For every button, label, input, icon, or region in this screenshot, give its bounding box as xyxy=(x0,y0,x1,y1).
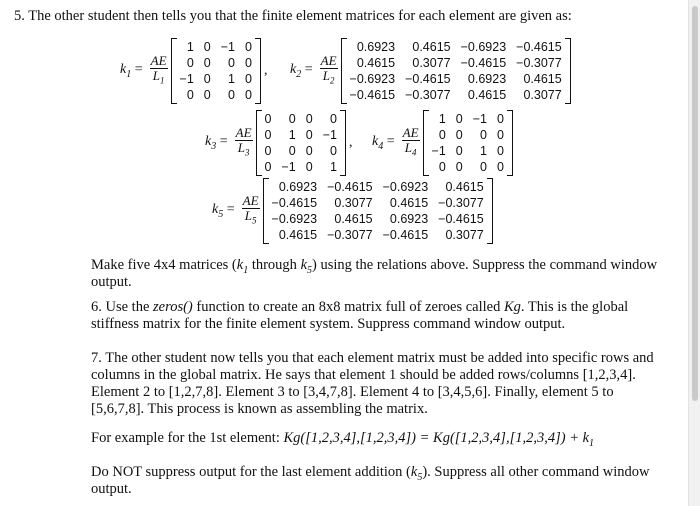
matrix-cell: −0.6923 xyxy=(271,212,318,226)
matrix-cell: 0.6923 xyxy=(467,72,507,86)
scrollbar[interactable] xyxy=(688,0,700,506)
matrix-cell: 0 xyxy=(264,144,272,158)
matrix-cell: 1 xyxy=(228,72,235,86)
matrix-eq-k1 xyxy=(120,38,267,104)
lhs-k1: $k_1$ = xyxy=(120,62,143,80)
matrix-eq-k4 xyxy=(372,110,513,176)
matrix-cell: 0.4615 xyxy=(389,196,429,210)
matrix-eq-k2 xyxy=(290,38,571,104)
matrix-cell: −0.4615 xyxy=(382,228,429,242)
matrix-cell: −0.4615 xyxy=(460,56,507,70)
lhs-k4: $k_4$ = xyxy=(372,134,395,152)
matrix-cell: 0 xyxy=(203,72,211,86)
matrix-cell: 0 xyxy=(480,128,487,142)
matrix-cell: 0 xyxy=(186,56,194,70)
matrix-cell: 0 xyxy=(305,160,313,174)
matrix-cell: 0.4615 xyxy=(356,56,396,70)
factor-k1: $\frac{AE}{L_1}$ xyxy=(150,53,167,86)
matrix-cell: 0.4615 xyxy=(445,180,484,194)
matrix-cell: 0 xyxy=(497,144,504,158)
final-instruction-text: Do NOT suppress output for the last element addition $(k_5)$. Suppress all other command window xyxy=(91,464,650,483)
matrix-cell: −0.3077 xyxy=(516,56,562,70)
comma: , xyxy=(348,135,353,150)
matrix-cell: 1 xyxy=(438,112,446,126)
matrix-cell: −0.4615 xyxy=(516,40,562,54)
matrix-cell: −1 xyxy=(179,72,194,86)
matrix-cell: 0 xyxy=(245,40,252,54)
matrix-cell: −1 xyxy=(431,144,446,158)
matrix-cell: −0.6923 xyxy=(382,180,429,194)
matrix-cell: 0 xyxy=(497,128,504,142)
matrix-cell: −0.4615 xyxy=(327,180,373,194)
matrix-cell: 0 xyxy=(228,88,235,102)
matrix-cell: 0 xyxy=(305,112,313,126)
matrix-cell: −1 xyxy=(281,160,296,174)
matrix-cell: 0 xyxy=(497,112,504,126)
make-matrices-text: Make five 4x4 matrices ($k_1$ through $k_5$) using the relations above. Suppress the command window xyxy=(91,257,658,276)
matrix-cell: −1 xyxy=(322,128,337,142)
matrix-k5 xyxy=(263,178,493,244)
factor-k5: $\frac{AE}{L_5}$ xyxy=(242,193,259,226)
matrix-cell: 1 xyxy=(186,40,194,54)
matrix-cell: 0 xyxy=(245,88,252,102)
matrix-cell: −1 xyxy=(220,40,235,54)
step-7-line-4: [5,6,7,8]. This process is known as assembling the matrix. xyxy=(91,401,428,417)
matrix-cell: 0.6923 xyxy=(278,180,318,194)
matrix-cell: 0 xyxy=(245,56,252,70)
matrix-cell: −0.4615 xyxy=(349,88,396,102)
matrix-cell: 0 xyxy=(288,144,296,158)
matrix-cell: 0.6923 xyxy=(356,40,396,54)
matrix-cell: 0 xyxy=(203,40,211,54)
matrix-cell: 0.3077 xyxy=(412,56,451,70)
matrix-eq-k3 xyxy=(205,110,352,176)
lhs-k3: $k_3$ = xyxy=(205,134,228,152)
matrix-cell: 0 xyxy=(264,112,272,126)
matrix-cell: 1 xyxy=(330,160,337,174)
matrix-cell: 0 xyxy=(455,112,463,126)
matrix-cell: 0.3077 xyxy=(445,228,484,242)
matrix-cell: −0.6923 xyxy=(349,72,396,86)
matrix-cell: 0 xyxy=(186,88,194,102)
matrix-cell: 0 xyxy=(264,128,272,142)
matrix-cell: 0 xyxy=(480,160,487,174)
matrix-k3 xyxy=(256,110,346,176)
matrix-cell: 0 xyxy=(438,128,446,142)
matrix-cell: 0 xyxy=(305,128,313,142)
matrix-cell: 0 xyxy=(455,144,463,158)
matrix-cell: 0 xyxy=(330,112,337,126)
matrix-cell: −0.4615 xyxy=(271,196,318,210)
matrix-cell: 0 xyxy=(305,144,313,158)
matrix-cell: 0 xyxy=(455,128,463,142)
matrix-k2 xyxy=(341,38,571,104)
make-matrices-text-line2: output. xyxy=(91,274,132,290)
matrix-cell: 0 xyxy=(438,160,446,174)
matrix-cell: −0.3077 xyxy=(405,88,451,102)
matrix-cell: 0.4615 xyxy=(412,40,451,54)
factor-k4: $\frac{AE}{L_4}$ xyxy=(402,125,419,158)
matrix-cell: 0.4615 xyxy=(278,228,318,242)
matrix-cell: 0 xyxy=(264,160,272,174)
matrix-cell: 0.6923 xyxy=(389,212,429,226)
matrix-cell: 0.4615 xyxy=(467,88,507,102)
comma: , xyxy=(263,63,268,78)
matrix-cell: 0 xyxy=(203,88,211,102)
step-6-text-line2: stiffness matrix for the finite element system. Suppress command window output. xyxy=(91,316,566,332)
example-text: For example for the 1st element: $Kg([1,2,3,4],[1,2,3,4]) = Kg([1,2,3,4],[1,2,3,4]) + k_1$ xyxy=(91,430,595,449)
matrix-cell: −0.6923 xyxy=(460,40,507,54)
step-7-line-3: Element 2 to [1,2,7,8]. Element 3 to [3,4,7,8]. Element 4 to [3,4,5,6]. Finally, element 5 to xyxy=(91,384,614,400)
matrix-cell: −0.4615 xyxy=(405,72,451,86)
matrix-cell: 0.4615 xyxy=(523,72,562,86)
matrix-cell: 1 xyxy=(480,144,487,158)
final-instruction-text-line2: output. xyxy=(91,481,132,497)
matrix-cell: 0 xyxy=(330,144,337,158)
matrix-cell: 0 xyxy=(497,160,504,174)
scroll-thumb[interactable] xyxy=(692,6,698,401)
matrix-k1 xyxy=(171,38,261,104)
problem-intro: 5. The other student then tells you that the finite element matrices for each element are given as: xyxy=(14,8,572,24)
matrix-k4 xyxy=(423,110,513,176)
matrix-cell: 0 xyxy=(228,56,235,70)
matrix-cell: 0.4615 xyxy=(334,212,373,226)
matrix-cell: −1 xyxy=(472,112,487,126)
step-6-text: 6. Use the zeros() function to create an 8x8 matrix full of zeroes called Kg. This is the global xyxy=(91,299,629,315)
step-7-line-1: 7. The other student now tells you that each element matrix must be added into specific rows and xyxy=(91,350,654,366)
matrix-cell: 0.3077 xyxy=(523,88,562,102)
matrix-cell: −0.3077 xyxy=(438,196,484,210)
matrix-cell: 0 xyxy=(245,72,252,86)
factor-k2: $\frac{AE}{L_2}$ xyxy=(320,53,337,86)
matrix-cell: 0 xyxy=(455,160,463,174)
factor-k3: $\frac{AE}{L_3}$ xyxy=(235,125,252,158)
lhs-k5: $k_5$ = xyxy=(212,202,235,220)
matrix-eq-k5 xyxy=(212,178,493,244)
matrix-cell: −0.3077 xyxy=(327,228,373,242)
matrix-cell: 0 xyxy=(288,112,296,126)
matrix-cell: 0.3077 xyxy=(334,196,373,210)
lhs-k2: $k_2$ = xyxy=(290,62,313,80)
step-7-line-2: columns in the global matrix. He says that element 1 should be added rows/columns [1,2,3,4]. xyxy=(91,367,636,383)
matrix-cell: 1 xyxy=(288,128,296,142)
matrix-cell: −0.4615 xyxy=(438,212,484,226)
matrix-cell: 0 xyxy=(203,56,211,70)
